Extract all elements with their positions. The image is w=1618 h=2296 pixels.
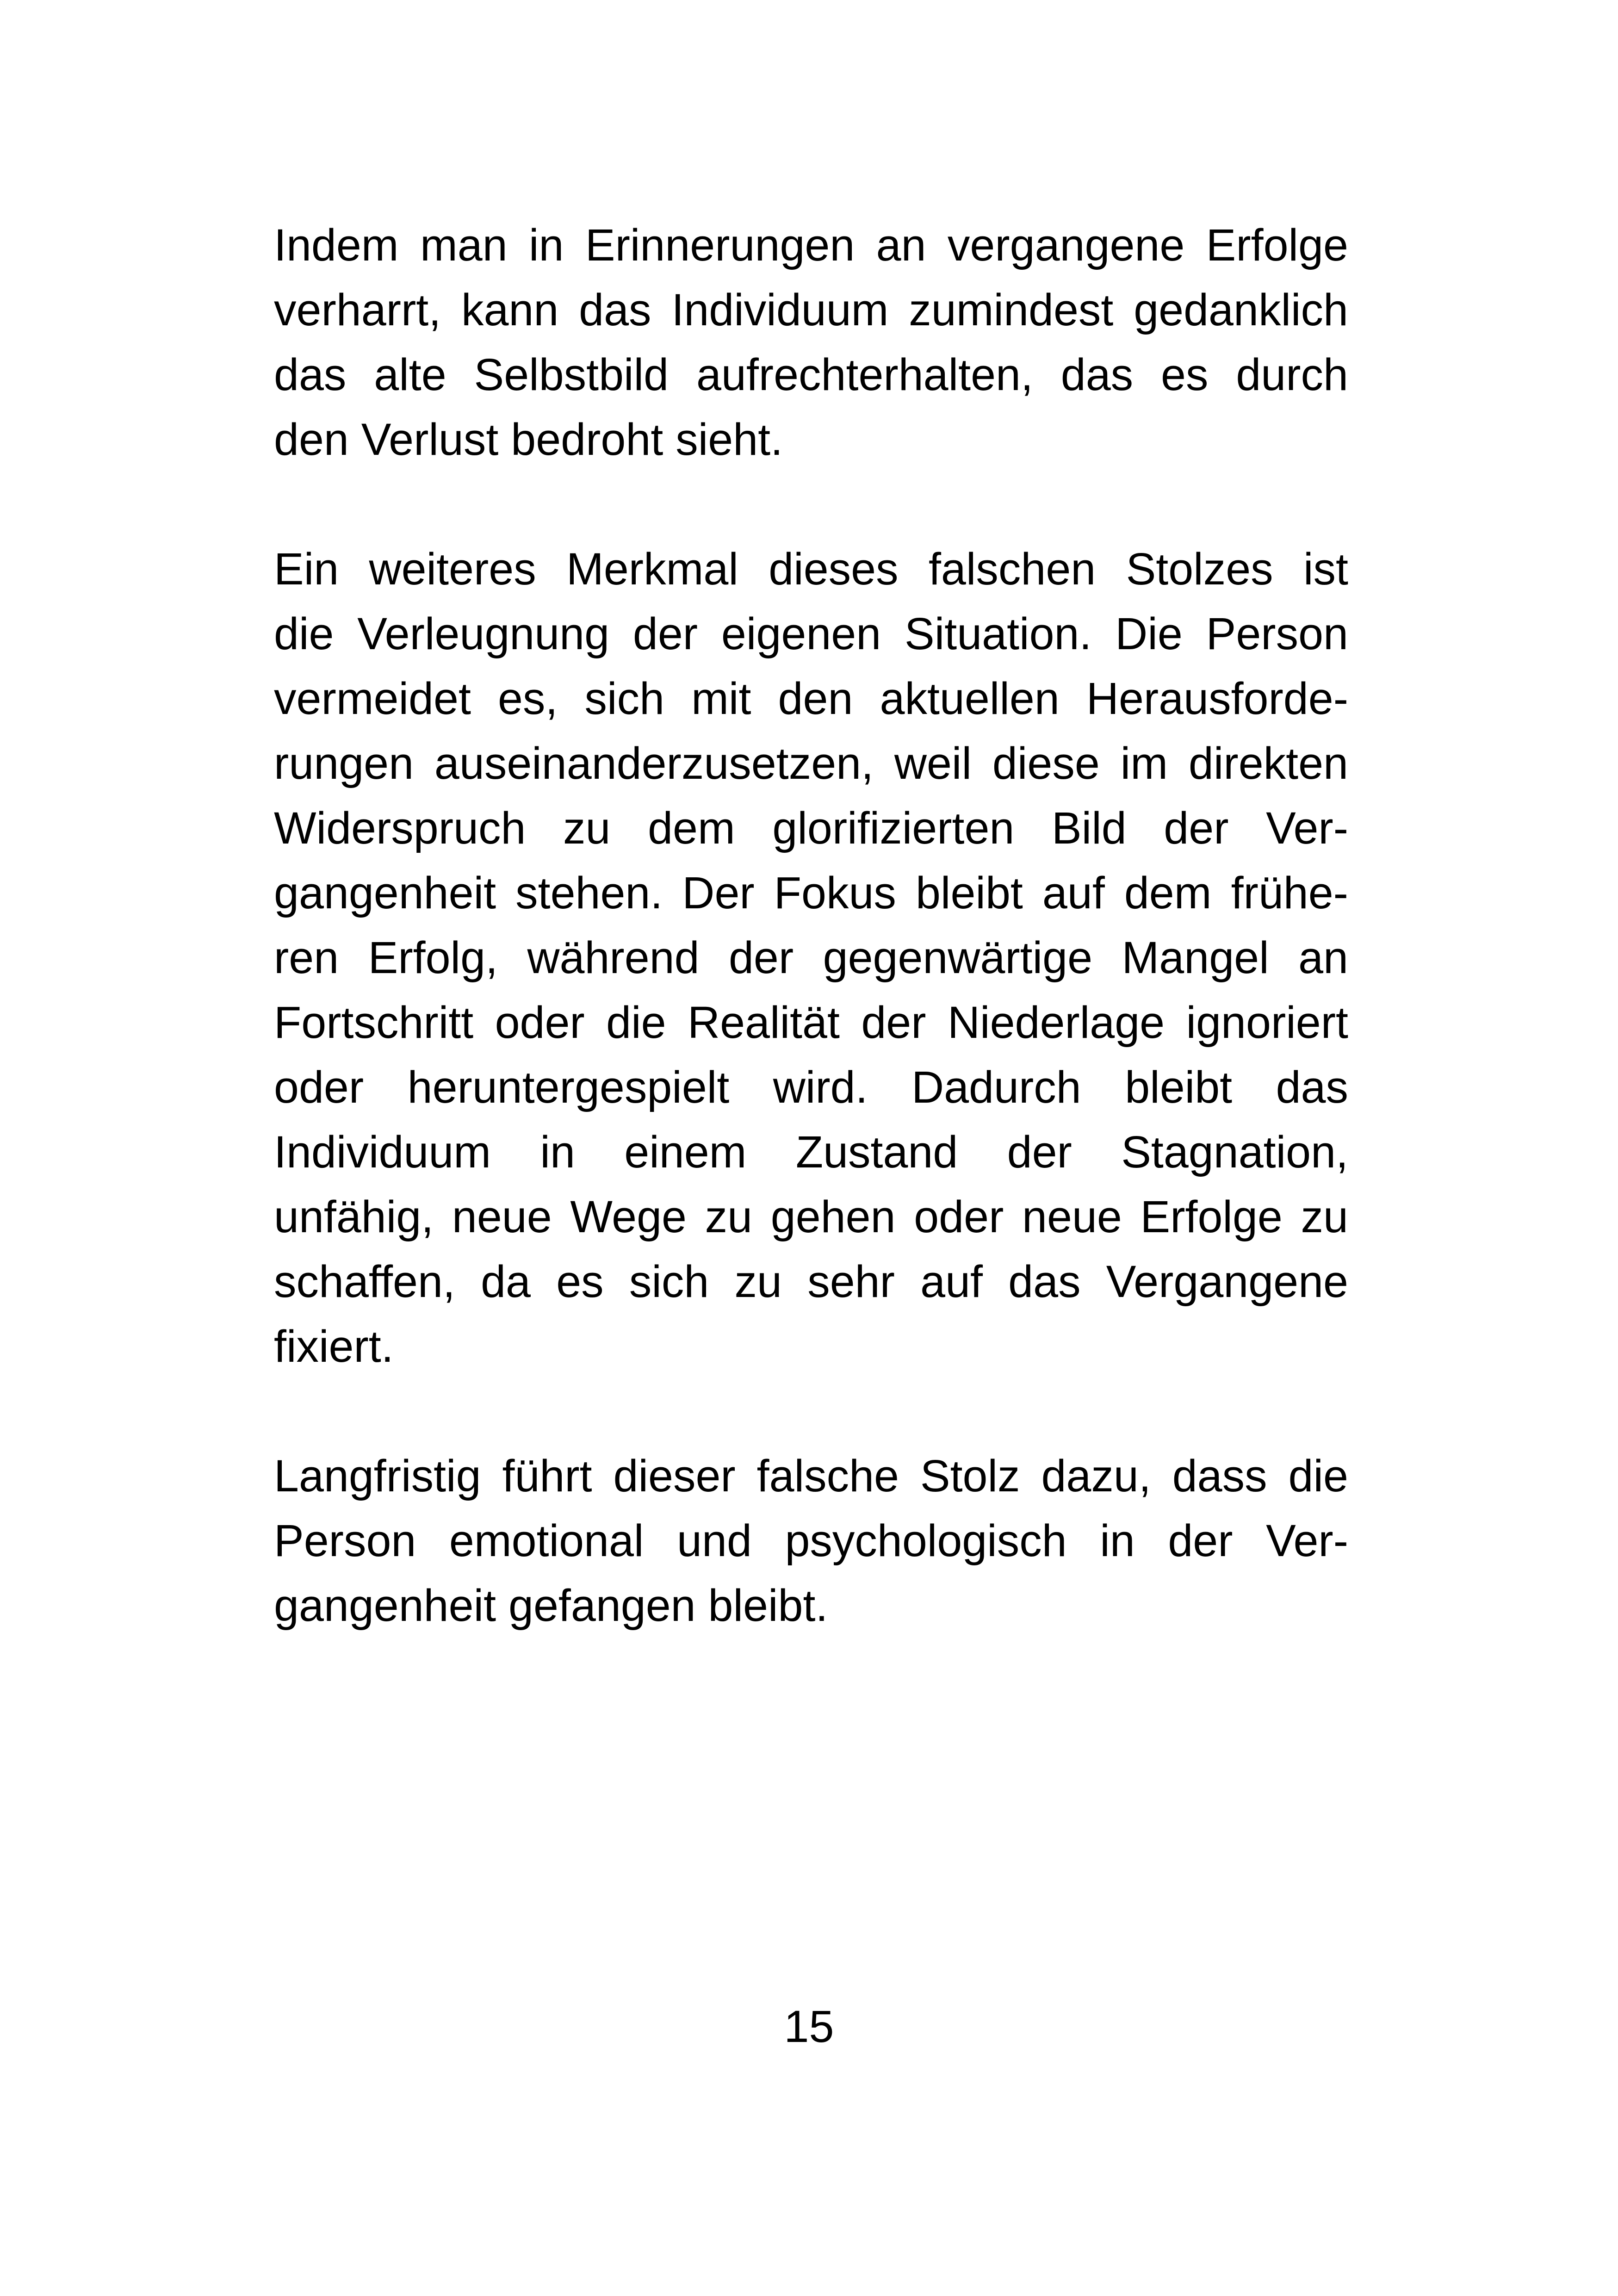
text-line: gangenheit stehen. Der Fokus bleibt auf dem frühe- bbox=[274, 868, 1348, 918]
text-line: unfähig, neue Wege zu gehen oder neue Erfolge zu bbox=[274, 1191, 1348, 1242]
page-number: 15 bbox=[784, 2001, 834, 2052]
paragraph-1 bbox=[274, 213, 1348, 472]
paragraph-gap bbox=[274, 1379, 1348, 1444]
body-text bbox=[274, 213, 1348, 1638]
text-line: das alte Selbstbild aufrechterhalten, das es durch bbox=[274, 349, 1348, 400]
text-line: verharrt, kann das Individuum zumindest gedanklich bbox=[274, 285, 1348, 335]
text-line: den Verlust bedroht sieht. bbox=[274, 414, 783, 465]
text-line: fixiert. bbox=[274, 1321, 394, 1371]
text-line: Fortschritt oder die Realität der Niederlage ignoriert bbox=[274, 997, 1348, 1048]
text-line: schaffen, da es sich zu sehr auf das Vergangene bbox=[274, 1256, 1348, 1307]
text-line: oder heruntergespielt wird. Dadurch bleibt das bbox=[274, 1062, 1348, 1112]
paragraph-3 bbox=[274, 1444, 1348, 1638]
paragraph-gap bbox=[274, 472, 1348, 537]
text-line: Langfristig führt dieser falsche Stolz dazu, dass die bbox=[274, 1451, 1348, 1501]
text-line: Person emotional und psychologisch in der Ver- bbox=[274, 1515, 1348, 1566]
text-line: rungen auseinanderzusetzen, weil diese im direkten bbox=[274, 738, 1348, 788]
text-line: Ein weiteres Merkmal dieses falschen Stolzes ist bbox=[274, 544, 1348, 594]
text-line: ren Erfolg, während der gegenwärtige Mangel an bbox=[274, 932, 1348, 983]
text-line: Indem man in Erinnerungen an vergangene Erfolge bbox=[274, 220, 1348, 270]
text-line: vermeidet es, sich mit den aktuellen Herausforde- bbox=[274, 673, 1348, 724]
paragraph-2 bbox=[274, 537, 1348, 1379]
text-line: Individuum in einem Zustand der Stagnation, bbox=[274, 1127, 1348, 1177]
text-line: Widerspruch zu dem glorifizierten Bild der Ver- bbox=[274, 803, 1348, 853]
text-line: die Verleugnung der eigenen Situation. Die Person bbox=[274, 608, 1348, 659]
text-line: gangenheit gefangen bleibt. bbox=[274, 1580, 828, 1631]
